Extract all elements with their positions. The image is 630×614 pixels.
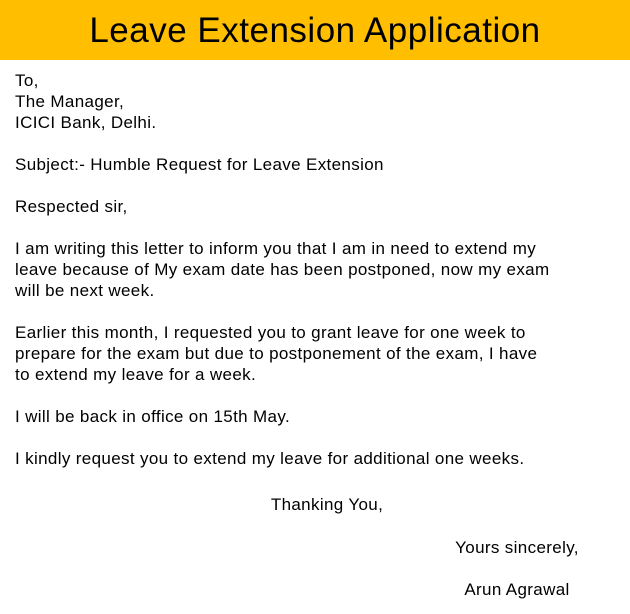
paragraph-4-line-1: I kindly request you to extend my leave for additional one weeks. [15,449,525,468]
page-title: Leave Extension Application [89,11,541,50]
paragraph-1-line-1: I am writing this letter to inform you that I am in need to extend my [15,239,537,258]
closing-line: Thanking You, [270,495,384,514]
paragraph-1-line-3: will be next week. [15,281,155,300]
paragraph-3-line-1: I will be back in office on 15th May. [15,407,291,426]
signature-name: Arun Agrawal [464,580,570,599]
letter-body [15,70,619,469]
paragraph-2-line-1: Earlier this month, I requested you to grant leave for one week to [15,323,526,342]
address-line-bank: ICICI Bank, Delhi. [15,113,157,132]
address-line-recipient: The Manager, [15,92,125,111]
paragraph-2-line-3: to extend my leave for a week. [15,365,257,384]
title-banner [0,0,630,60]
sign-off: Yours sincerely, [455,538,579,557]
paragraph-1-line-2: leave because of My exam date has been postponed, now my exam [15,260,550,279]
salutation: Respected sir, [15,197,128,216]
paragraph-2-line-2: prepare for the exam but due to postponement of the exam, I have [15,344,538,363]
subject-line: Subject:- Humble Request for Leave Extension [15,155,384,174]
address-line-to: To, [15,71,39,90]
